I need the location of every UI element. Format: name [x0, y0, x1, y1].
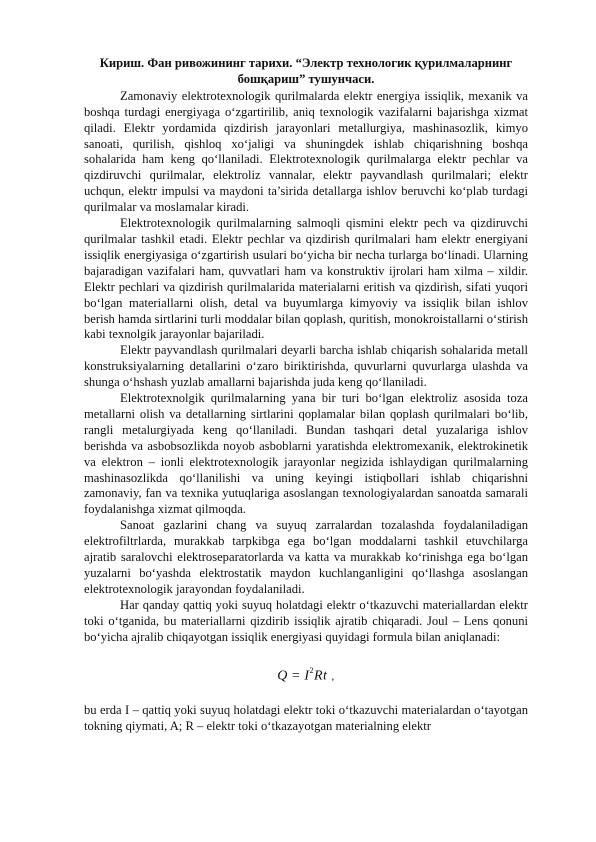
formula-current: I: [304, 668, 310, 684]
formula-lhs: Q: [277, 668, 288, 684]
joule-lenz-formula: [84, 664, 528, 686]
paragraph-1: Zamonaviy elektrotexnologik qurilmalarda elektr energiya issiqlik, mexanik va boshqa turdagi energiyaga o‘zgartirilib, aniq texnologik vazifalarni bajarishga xizmat qiladi. Elektr yordamida qizdirish jarayonlari metallurgiya, mashinasozlik, kimyo sanoati, qurilish, qishloq xo‘jaligi va shuningdek ishlab chiqarishning boshqa sohalarida ham keng qo‘llaniladi. Elektrotexnologik qurilmalarga elektr pechlar va qizdiruvchi qurilmalar, elektroliz vannalar, elektr payvandlash qurilmalari; elektr uchqun, elektr impulsi va maydoni ta’sirida detallarga ishlov beruvchi ko‘plab turdagi qurilmalar va moslamalar kiradi.: [84, 88, 528, 215]
closing-paragraph: bu erda I – qattiq yoki suyuq holatdagi elektr toki o‘tkazuvchi materialardan o‘tayotgan tokning qiymati, A; R – elektr toki o‘tkazayotgan materialning elektr: [84, 703, 528, 733]
paragraph-6: Har qanday qattiq yoki suyuq holatdagi elektr o‘tkazuvchi materiallardan elektr toki o‘tganida, bu materiallarni qizdirib issiqlik ajratib chiqaradi. Joul – Lens qonuni bo‘yicha ajralib chiqayotgan issiqlik energiyasi quyidagi formula bilan aniqlanadi:: [84, 597, 528, 644]
paragraph-4: Elektrotexnolgik qurilmalarning yana bir turi bo‘lgan elektroliz asosida toza metallarni olish va detallarning sirtlarini qoplamalar bilan qoplash qurilmalari bo‘lib, rangli metalurgiyada keng qo‘llaniladi. Bundan tashqari detal yuzalariga ishlov berishda va asbobsozlikda noyob asboblarni yaratishda elektromexanik, elektrokinetik va elektron – ionli elektrotexnologik jarayonlar negizida ishlaydigan qurilmalarning mashinasozlikda qo‘llanilishi va uning keyingi istiqbollari ishlab chiqarishni zamonaviy, fan va texnika yutuqlariga asoslangan texnologiyalardan sanoatda samarali foydalanishga xizmat qilmoqda.: [84, 391, 528, 517]
paragraph-2: Elektrotexnologik qurilmalarning salmoqli qismini elektr pech va qizdiruvchi qurilmalar tashkil etadi. Elektr pechlar va qizdirish qurilmalari ham elektr energiyani issiqlik energiyasiga o‘zgartirish usulari bo‘yicha bir necha turlarga bo‘linadi. Ularning bajaradigan vazifalari ham, quvvatlari ham va konstruktiv ijrolari ham xilma – xildir. Elektr pechlari va qizdirish qurilmalarida materialarni eritish va qizdirish, sifati yuqori bo‘lgan materiallarni olish, detal va buyumlarga kimyoviy va issiqlik bilan ishlov berish hamda sirtlarini turli moddalar bilan qoplash, quritish, monokroistallarni o‘stirish kabi texnolgik jarayonlar bajariladi.: [84, 216, 528, 342]
paragraph-3: Elektr payvandlash qurilmalari deyarli barcha ishlab chiqarish sohalarida metall konstruksiyalarning detallarini o‘zaro biriktirishda, quvurlarni quvurlarga ulashda va shunga o‘hshash yuzlab amallarni bajarishda juda keng qo‘llaniladi.: [84, 343, 528, 390]
document-title: Кириш. Фан ривожининг тарихи. “Электр технологик қурилмаларнинг бошқариш” тушунчаси.: [99, 56, 513, 86]
formula-equals: =: [291, 668, 301, 684]
formula-rest: Rt: [314, 668, 328, 684]
formula-comma: ,: [331, 670, 335, 683]
formula-exponent: 2: [309, 665, 314, 675]
paragraph-5: Sanoat gazlarini chang va suyuq zarralardan tozalashda foydalaniladigan elektrofiltrlarda, murakkab tarpkibga ega bo‘lgan moddalarni tashkil etuvchilarga ajratib saralovchi elektroseparatorlarda va katta va murakkab ko‘rinishga ega bo‘lgan yuzalarni bo‘yashda elektrostatik maydon kuchlanganligini qo‘llashga asoslangan elektrotexnologik jarayondan foydalaniladi.: [84, 518, 528, 596]
document-page: [84, 56, 528, 735]
